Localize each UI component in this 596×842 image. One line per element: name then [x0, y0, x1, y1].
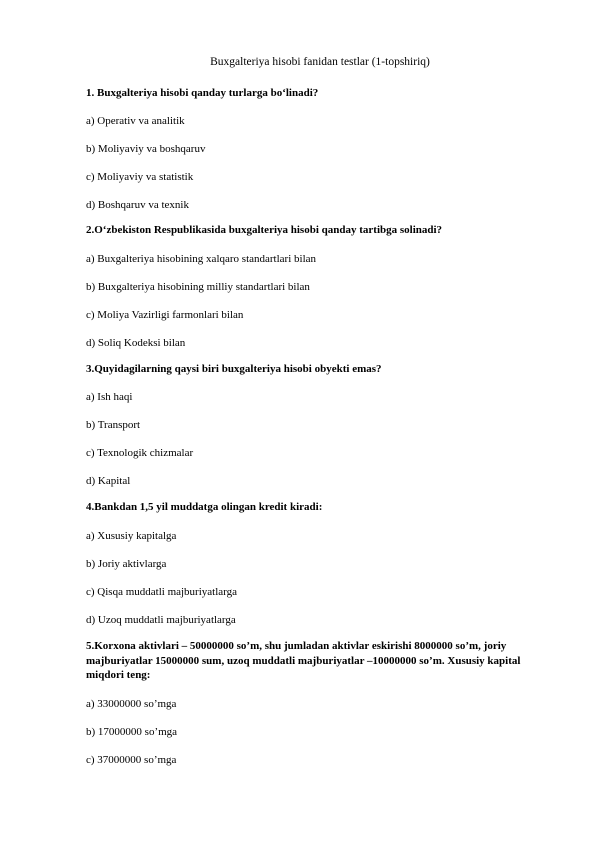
question-1-option-d: d) Boshqaruv va texnik — [86, 199, 189, 211]
question-1-option-c: c) Moliyaviy va statistik — [86, 171, 194, 183]
document-title: Buxgalteriya hisobi fanidan testlar (1-topshiriq) — [210, 56, 430, 68]
question-4-option-a: a) Xususiy kapitalga — [86, 530, 177, 542]
question-4-option-c: c) Qisqa muddatli majburiyatlarga — [86, 586, 238, 598]
question-4-option-b: b) Joriy aktivlarga — [86, 558, 167, 570]
question-3-option-a: a) Ish haqi — [86, 391, 133, 403]
question-5-option-c: c) 37000000 so’mga — [86, 754, 177, 766]
question-3-option-b: b) Transport — [86, 419, 141, 431]
question-1-option-b: b) Moliyaviy va boshqaruv — [86, 143, 206, 155]
question-3: 3.Quyidagilarning qaysi biri buxgalteriya hisobi obyekti emas? — [86, 363, 382, 375]
question-3-option-d: d) Kapital — [86, 475, 131, 487]
question-4-option-d: d) Uzoq muddatli majburiyatlarga — [86, 614, 236, 626]
question-3-option-c: c) Texnologik chizmalar — [86, 447, 194, 459]
question-1: 1. Buxgalteriya hisobi qanday turlarga bo‘linadi? — [86, 87, 319, 99]
question-2-option-c: c) Moliya Vazirligi farmonlari bilan — [86, 309, 244, 321]
question-2: 2.O‘zbekiston Respublikasida buxgalteriya hisobi qanday tartibga solinadi? — [86, 224, 443, 236]
question-5: 5.Korxona aktivlari – 50000000 so’m, shu jumladan aktivlar eskirishi 8000000 so’m, joriy majburiyatlar 15000000 sum, uzoq muddatli majburiyatlar –10000000 so’m. Xususiy kapital miqdori teng: — [86, 640, 521, 681]
question-2-option-b: b) Buxgalteriya hisobining milliy standartlari bilan — [86, 281, 310, 293]
question-5-option-a: a) 33000000 so’mga — [86, 698, 177, 710]
question-2-option-d: d) Soliq Kodeksi bilan — [86, 337, 186, 349]
question-1-option-a: a) Operativ va analitik — [86, 115, 185, 127]
question-4: 4.Bankdan 1,5 yil muddatga olingan kredit kiradi: — [86, 501, 323, 513]
question-2-option-a: a) Buxgalteriya hisobining xalqaro standartlari bilan — [86, 253, 317, 265]
question-5-option-b: b) 17000000 so’mga — [86, 726, 178, 738]
